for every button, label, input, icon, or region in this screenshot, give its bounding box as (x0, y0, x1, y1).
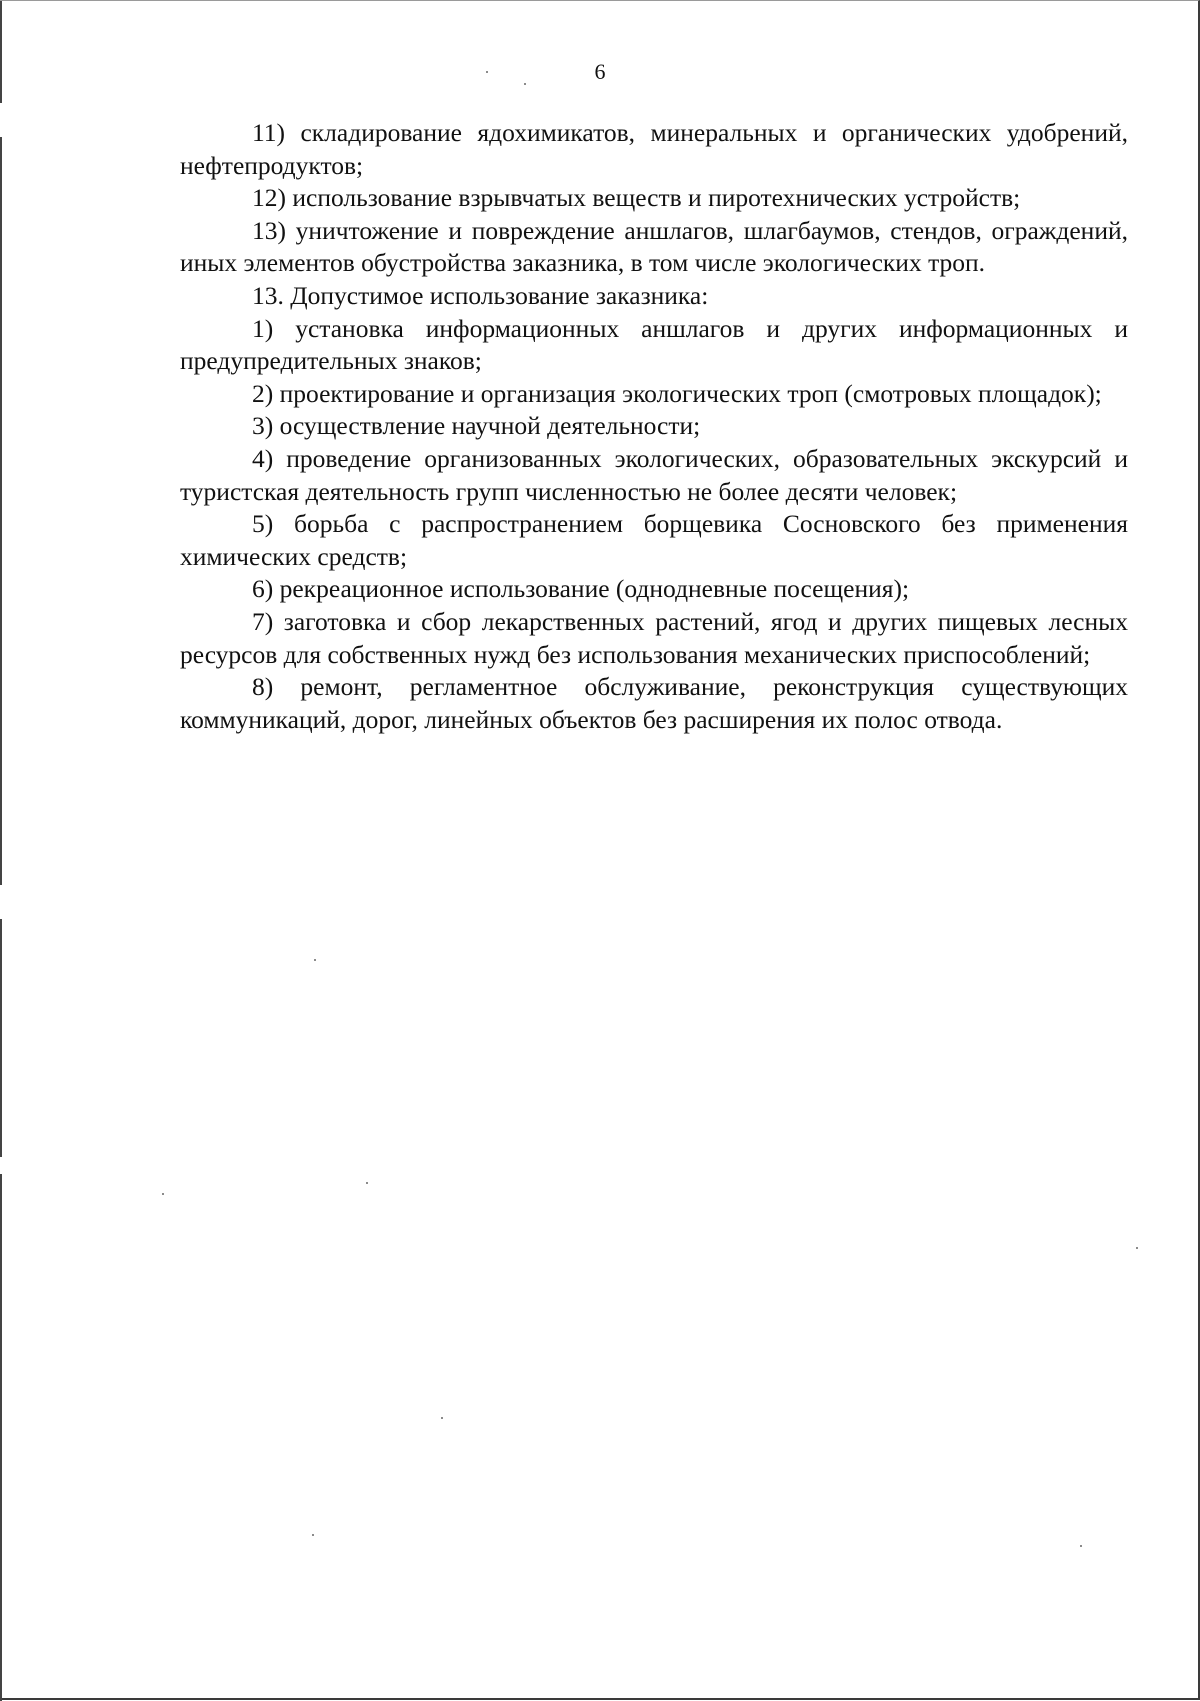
list-item-prohibited-11: 11) складирование ядохимикатов, минеральных и органических удобрений, нефтепродуктов; (180, 118, 1128, 180)
scan-speck (314, 959, 316, 961)
list-item-permitted-1: 1) установка информационных аншлагов и других информационных и предупредительных знаков; (180, 313, 1128, 376)
scan-speck (1080, 1545, 1082, 1547)
page-number: 6 (594, 59, 606, 84)
list-item-prohibited-13: 13) уничтожение и повреждение аншлагов, шлагбаумов, стендов, ограждений, иных элементов обустройства заказника, в том числе экологических троп. (180, 215, 1128, 278)
scan-speck (441, 1417, 443, 1419)
section-heading-permitted-use: 13. Допустимое использование заказника: (252, 280, 709, 310)
list-item-permitted-8: 8) ремонт, регламентное обслуживание, реконструкция существующих коммуникаций, дорог, линейных объектов без расширения их полос отвода. (180, 672, 1128, 734)
list-item-permitted-7: 7) заготовка и сбор лекарственных растений, ягод и других пищевых лесных ресурсов для собственных нужд без использования механических приспособлений; (180, 606, 1128, 669)
scan-left-edge (0, 1, 2, 1701)
list-item-permitted-3: 3) осуществление научной деятельности; (252, 411, 701, 441)
list-item-prohibited-12: 12) использование взрывчатых веществ и пиротехнических устройств; (252, 183, 1021, 213)
scan-speck (486, 71, 488, 73)
scan-speck (1136, 1247, 1138, 1249)
scan-speck (366, 1182, 368, 1184)
scan-speck (312, 1534, 314, 1536)
scan-speck (162, 1193, 164, 1195)
list-item-permitted-2: 2) проектирование и организация экологических троп (смотровых площадок); (252, 378, 1102, 408)
list-item-permitted-6: 6) рекреационное использование (однодневные посещения); (252, 574, 910, 604)
scan-speck (524, 83, 526, 85)
document-body (180, 117, 1128, 736)
list-item-permitted-5: 5) борьба с распространением борщевика Сосновского без применения химических средств; (180, 509, 1128, 571)
list-item-permitted-4: 4) проведение организованных экологических, образовательных экскурсий и туристская деятельность групп численностью не более десяти человек; (180, 443, 1128, 506)
